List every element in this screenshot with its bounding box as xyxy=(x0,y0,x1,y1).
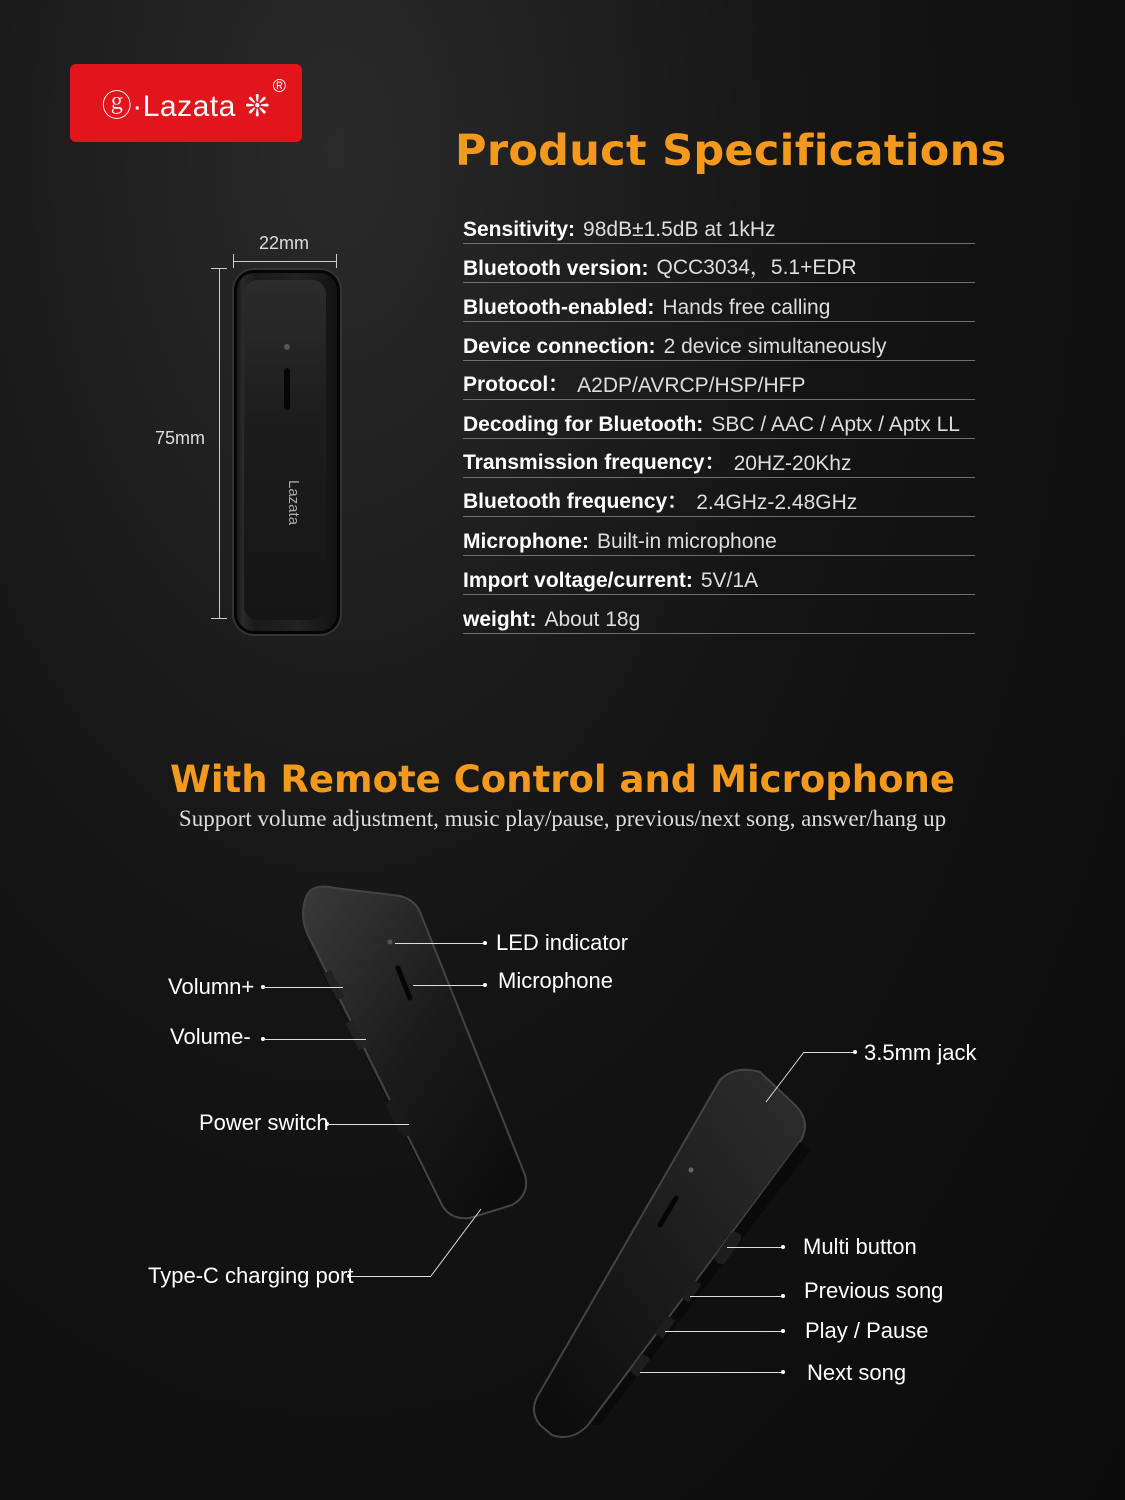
spec-label: Device connection: xyxy=(463,335,656,358)
mic-callout-line xyxy=(413,985,485,986)
multi-callout-line xyxy=(727,1247,783,1248)
spec-label: Bluetooth-enabled: xyxy=(463,296,655,319)
height-dimension-label: 75mm xyxy=(155,428,206,448)
microphone-slot xyxy=(284,368,290,410)
multi-callout-dot xyxy=(781,1245,785,1249)
play-pause-label: Play / Pause xyxy=(805,1318,929,1343)
spec-row xyxy=(463,401,975,439)
jack-callout-dot xyxy=(853,1050,857,1054)
spec-label: Bluetooth version: xyxy=(463,257,649,280)
typec-callout-diagonal xyxy=(425,1205,485,1280)
multi-button-label: Multi button xyxy=(803,1234,917,1259)
specs-list xyxy=(463,206,975,635)
spec-label: weight: xyxy=(463,608,537,631)
brand-logo xyxy=(70,64,302,142)
play-callout-dot xyxy=(781,1329,785,1333)
volup-callout-line xyxy=(263,987,343,988)
spec-row xyxy=(463,518,975,556)
jack-callout-diagonal xyxy=(760,1050,810,1105)
spec-value: 2.4GHz-2.48GHz xyxy=(696,491,858,514)
spec-row xyxy=(463,479,975,517)
typec-port-label: Type-C charging port xyxy=(148,1263,354,1288)
specs-title: Product Specifications xyxy=(455,126,1007,176)
spec-value: About 18g xyxy=(544,608,641,631)
led-indicator-label: LED indicator xyxy=(496,930,629,955)
width-tick-right xyxy=(336,254,337,268)
spec-row xyxy=(463,440,975,478)
spec-row xyxy=(463,323,975,361)
height-tick-bottom xyxy=(211,618,227,619)
width-tick-left xyxy=(233,254,234,268)
sparkle-icon: ❊ xyxy=(244,90,271,123)
spec-row xyxy=(463,596,975,634)
spec-label: Decoding for Bluetooth: xyxy=(463,413,704,436)
spec-row xyxy=(463,206,975,244)
devices-illustration xyxy=(0,860,1125,1500)
volume-down-label: Volume- xyxy=(170,1024,251,1049)
spec-label: Microphone: xyxy=(463,530,589,553)
device-brand-text: Lazata xyxy=(285,480,302,526)
led-callout-line xyxy=(395,943,485,944)
spec-label: Transmission frequency： xyxy=(463,451,726,474)
power-switch-label: Power switch xyxy=(199,1110,329,1135)
play-callout-line xyxy=(665,1331,783,1332)
microphone-label: Microphone xyxy=(498,968,613,993)
next-callout-line xyxy=(640,1372,783,1373)
brand-name: Lazata xyxy=(142,90,236,123)
height-tick-top xyxy=(211,268,227,269)
logo-mark-icon: ⓖ· xyxy=(101,90,143,123)
spec-label: Import voltage/current: xyxy=(463,569,693,592)
led-callout-dot xyxy=(483,941,487,945)
remote-subtitle: Support volume adjustment, music play/pause, previous/next song, answer/hang up xyxy=(178,806,947,831)
mic-callout-dot xyxy=(483,983,487,987)
spec-row xyxy=(463,362,975,400)
spec-value: QCC3034，5.1+EDR xyxy=(656,256,857,279)
prev-callout-line xyxy=(690,1296,783,1297)
spec-row xyxy=(463,284,975,322)
previous-song-label: Previous song xyxy=(804,1278,944,1303)
spec-value: 2 device simultaneously xyxy=(663,335,887,358)
device-front-view xyxy=(232,268,342,636)
registered-mark: ® xyxy=(272,76,286,96)
spec-value: Hands free calling xyxy=(662,296,831,319)
prev-callout-dot xyxy=(781,1294,785,1298)
spec-label: Protocol： xyxy=(463,373,570,396)
next-song-label: Next song xyxy=(807,1360,907,1385)
width-dimension-label: 22mm xyxy=(259,233,310,253)
jack-callout-line xyxy=(803,1052,856,1053)
spec-row xyxy=(463,245,975,283)
height-dimension-line xyxy=(219,268,220,618)
spec-row xyxy=(463,557,975,595)
typec-callout-line xyxy=(349,1276,431,1277)
voldown-callout-line xyxy=(263,1039,366,1040)
spec-value: A2DP/AVRCP/HSP/HFP xyxy=(577,374,806,397)
width-dimension-line xyxy=(233,261,336,262)
jack-label: 3.5mm jack xyxy=(864,1040,977,1065)
next-callout-dot xyxy=(781,1370,785,1374)
volume-up-label: Volumn+ xyxy=(168,974,255,999)
device-right-angled xyxy=(534,1070,810,1437)
spec-value: SBC / AAC / Aptx / Aptx LL xyxy=(711,413,960,436)
spec-value: 5V/1A xyxy=(700,569,759,592)
spec-label: Bluetooth frequency： xyxy=(463,490,689,513)
device-left-angled xyxy=(303,887,526,1221)
spec-value: 20HZ-20Khz xyxy=(733,452,852,475)
led-indicator-dot xyxy=(284,344,290,350)
spec-value: Built-in microphone xyxy=(597,530,777,553)
power-callout-line xyxy=(327,1124,409,1125)
spec-value: 98dB±1.5dB at 1kHz xyxy=(583,218,776,241)
device-face xyxy=(244,280,326,620)
spec-label: Sensitivity: xyxy=(463,218,576,241)
remote-title: With Remote Control and Microphone xyxy=(170,758,955,801)
brand-logo-text xyxy=(102,81,271,125)
